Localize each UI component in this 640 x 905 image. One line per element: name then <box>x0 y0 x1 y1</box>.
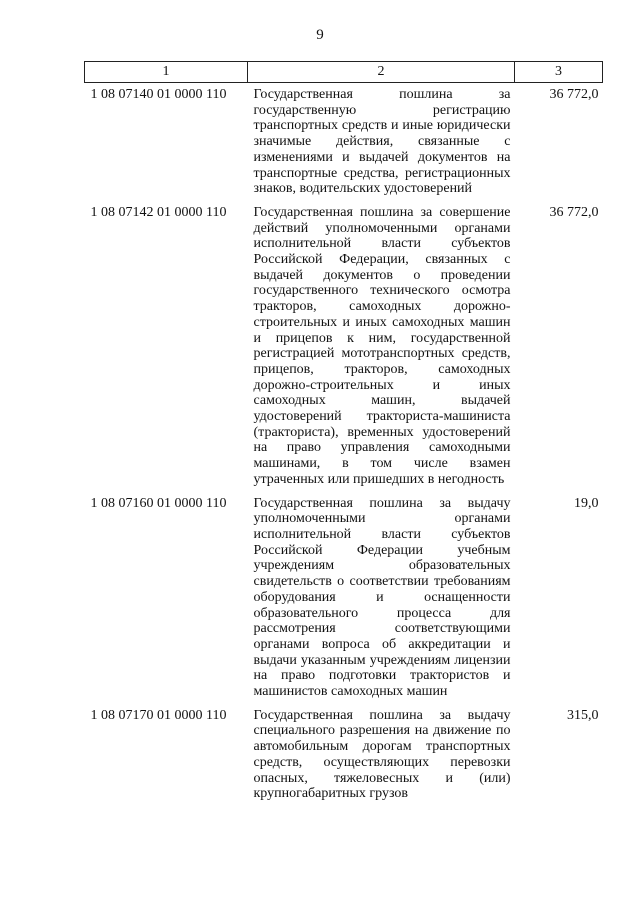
fee-description: Государственная пошлина за совершение действий уполномоченными органами исполнительной власти субъектов Российской Федерации, связанных с выдачей документов о проведении государственного технического осмотра тракторов, самоходных дорожно-строительных и иных самоходных машин и прицепов к ним, государственной регистрацией мототранспортных средств, прицепов, тракторов, самоходных дорожно-строительных и иных самоходных машин, выдачей удостоверений тракториста-машиниста (тракториста), временных удостоверений на право управления самоходными машинами, в том числе взамен утраченных или пришедших в негодность <box>253 204 511 487</box>
table-row <box>85 492 603 704</box>
fee-amount: 36 772,0 <box>549 204 599 220</box>
column-header-2: 2 <box>248 62 515 83</box>
fee-description: Государственная пошлина за государственную регистрацию транспортных средств и иные юридически значимые действия, связанные с изменениями и выдачей документов на транспортные средства, регистрационных знаков, водительских удостоверений <box>253 87 511 197</box>
column-header-1: 1 <box>85 62 248 83</box>
fee-description: Государственная пошлина за выдачу специального разрешения на движение по автомобильным дорогам транспортных средств, осуществляющих перевозки опасных, тяжеловесных и (или) крупногабаритных грузов <box>253 707 511 802</box>
revenue-table <box>84 61 603 806</box>
budget-code: 1 08 07142 01 0000 110 <box>90 204 227 220</box>
fee-amount: 36 772,0 <box>549 87 599 102</box>
table-row <box>85 201 603 492</box>
fee-description: Государственная пошлина за выдачу уполномоченными органами исполнительной власти субъектов Российской Федерации учебным учреждениям образовательных свидетельств о соответствии требованиям оборудования и оснащенности образовательного процесса для рассмотрения соответствующими органами вопроса об аккредитации и выдачи указанным учреждениям лицензии на право подготовки трактористов и машинистов самоходных машин <box>253 495 511 700</box>
table-row <box>85 704 603 806</box>
page-number: 9 <box>316 27 324 43</box>
fee-amount: 19,0 <box>574 495 599 511</box>
budget-code: 1 08 07170 01 0000 110 <box>90 707 227 723</box>
budget-code: 1 08 07140 01 0000 110 <box>90 87 227 102</box>
table-header-row <box>85 62 603 83</box>
table-row <box>85 83 603 201</box>
fee-amount: 315,0 <box>567 707 599 723</box>
budget-code: 1 08 07160 01 0000 110 <box>90 495 227 511</box>
column-header-3: 3 <box>515 62 603 83</box>
